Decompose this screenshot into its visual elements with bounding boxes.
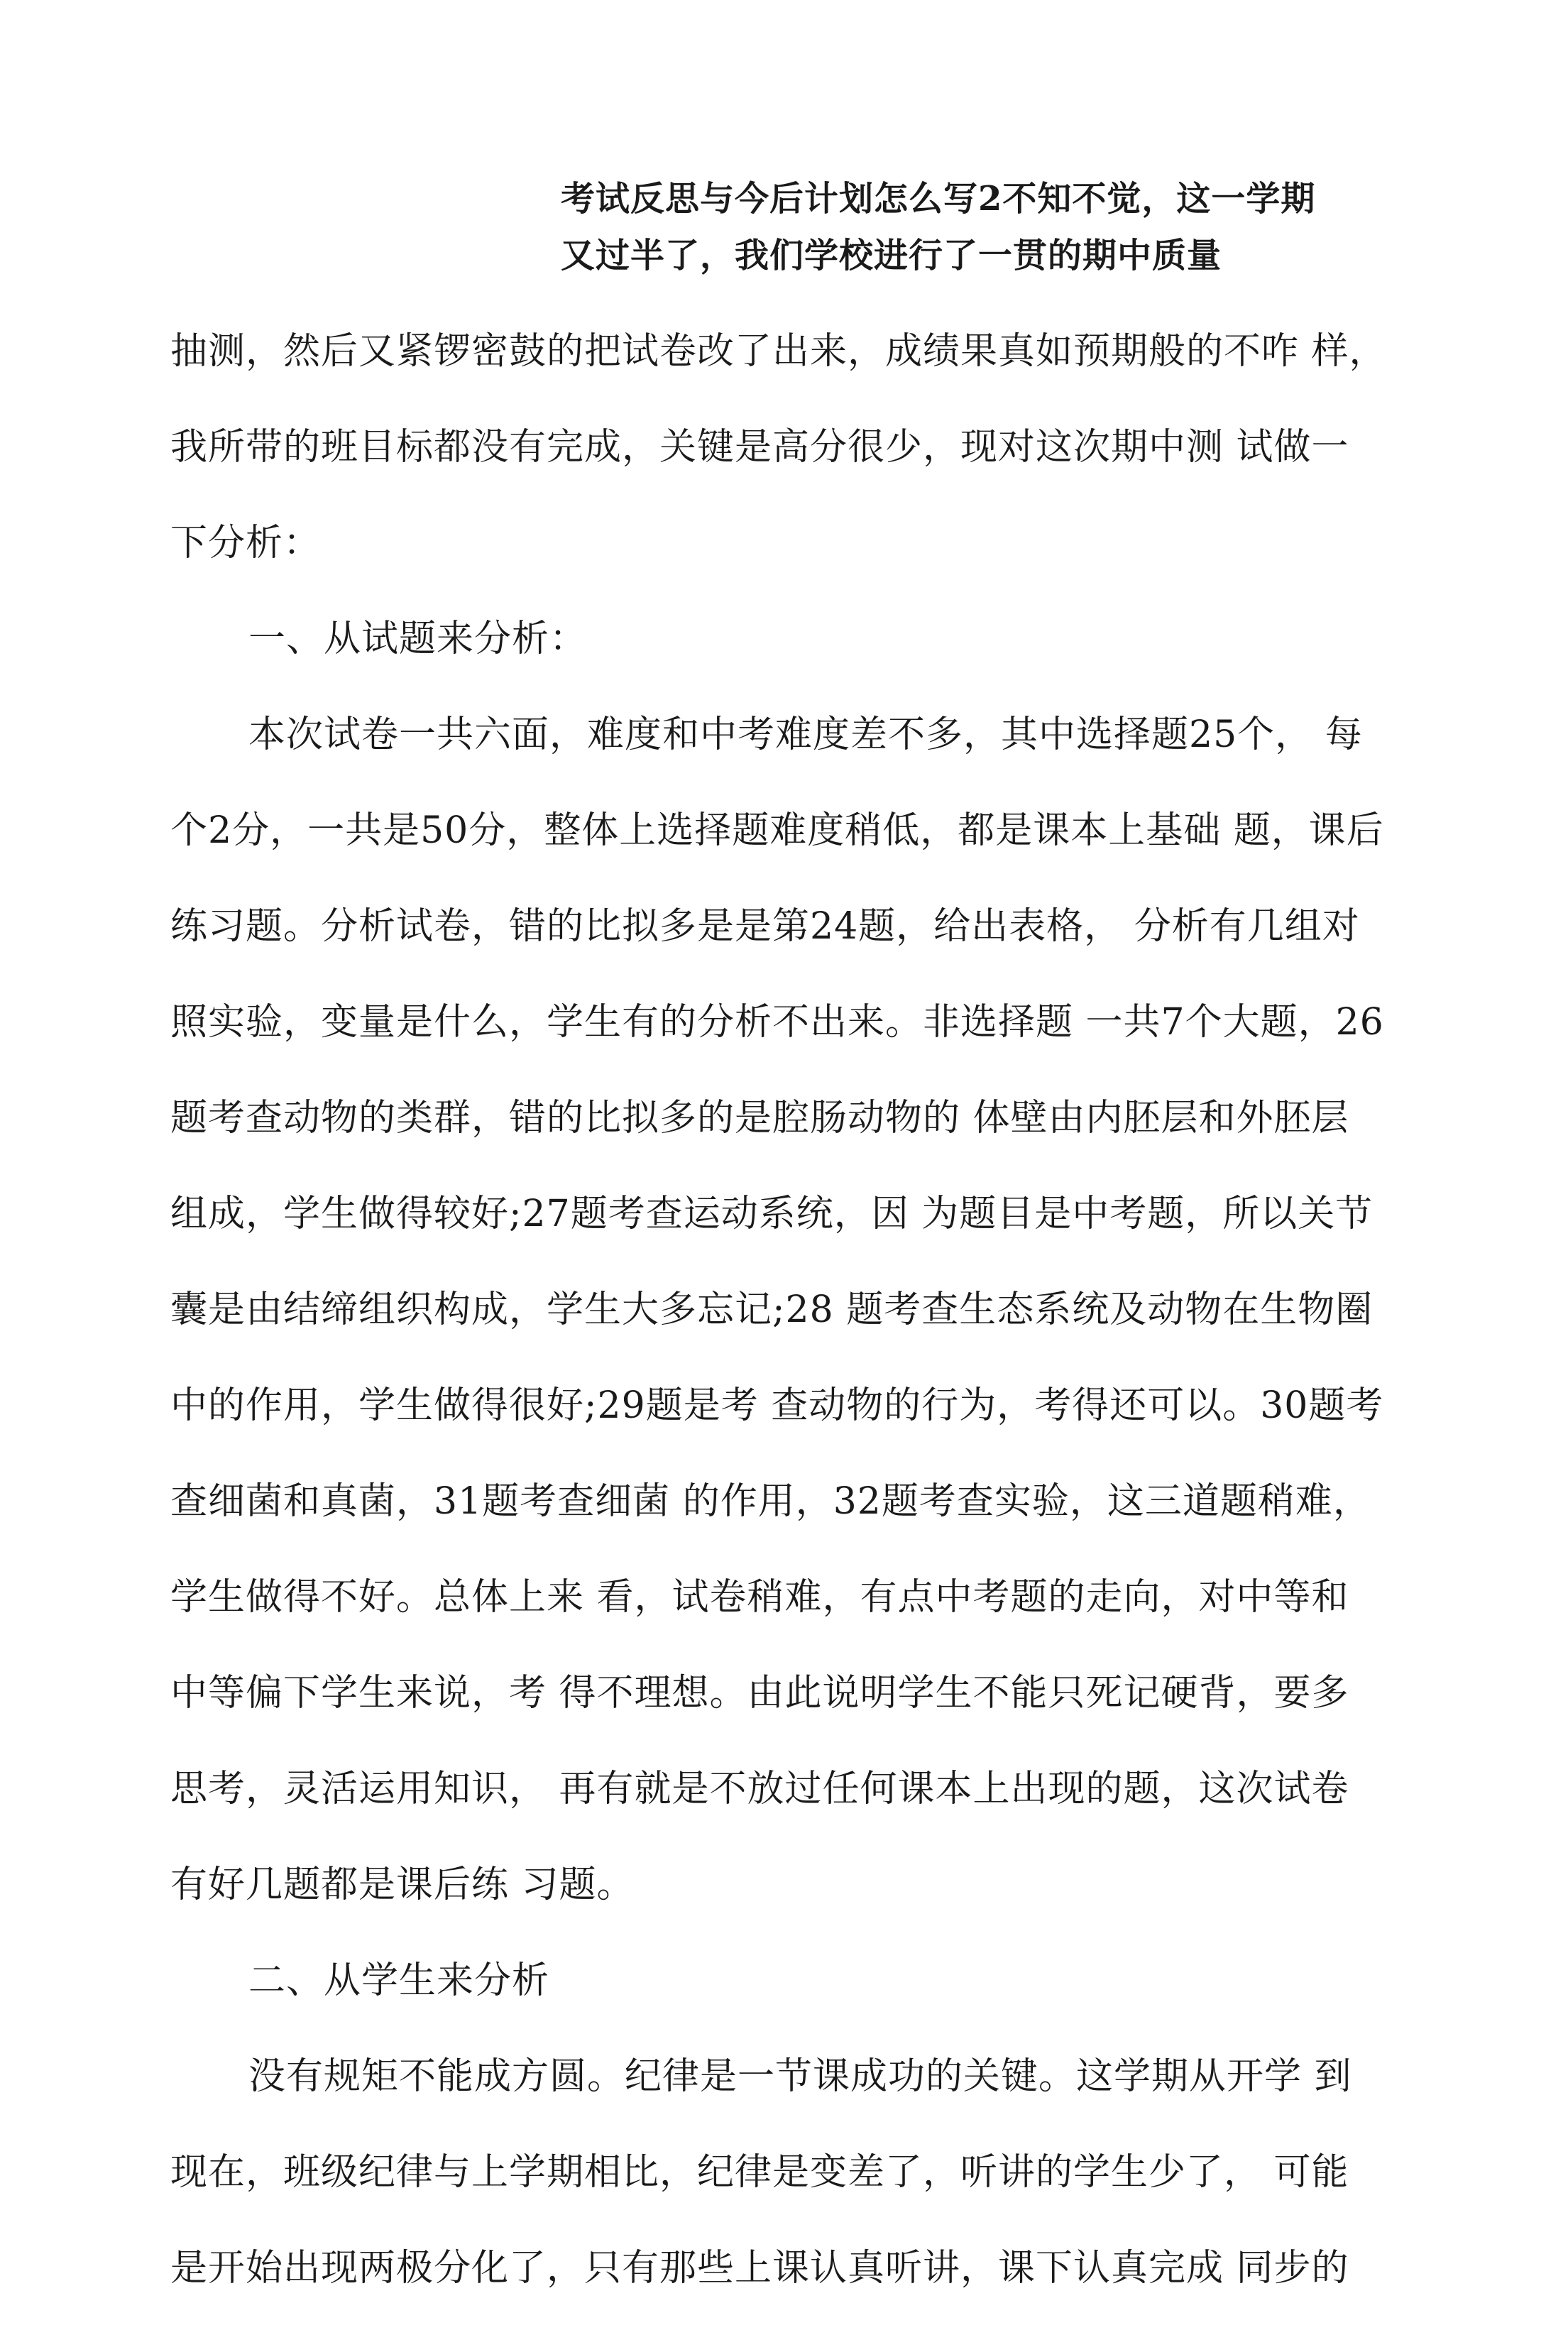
- body-line-6: 个2分，一共是50分，整体上选择题难度稍低，都是课本上基础 题，课后: [170, 809, 1384, 852]
- body-line-9: 题考查动物的类群，错的比拟多的是腔肠动物的 体壁由内胚层和外胚层: [170, 1097, 1349, 1139]
- body-line-7: 练习题。分析试卷，错的比拟多是是第24题，给出表格， 分析有几组对: [170, 905, 1360, 948]
- body-line-3: 下分析：: [170, 522, 322, 564]
- body-line-17: 有好几题都是课后练 习题。: [170, 1864, 635, 1906]
- body-line-8: 照实验，变量是什么，学生有的分析不出来。非选择题 一共7个大题，26: [170, 1001, 1384, 1044]
- body-line-14: 学生做得不好。总体上来 看，试卷稍难，有点中考题的走向，对中等和: [170, 1576, 1349, 1619]
- body-line-21: 是开始出现两极分化了，只有那些上课认真听讲，课下认真完成 同步的: [170, 2247, 1349, 2290]
- body-line-11: 囊是由结缔组织构成，学生大多忘记;28 题考查生态系统及动物在生物圈: [170, 1289, 1374, 1331]
- body-line-12: 中的作用，学生做得很好;29题是考 查动物的行为，考得还可以。30题考: [170, 1384, 1384, 1427]
- body-line-16: 思考，灵活运用知识， 再有就是不放过任何课本上出现的题，这次试卷: [170, 1768, 1349, 1810]
- section-heading-1: 一、从试题来分析：: [248, 618, 588, 660]
- body-line-13: 查细菌和真菌，31题考查细菌 的作用，32题考查实验，这三道题稍难，: [170, 1480, 1371, 1523]
- body-line-10: 组成，学生做得较好;27题考查运动系统，因 为题目是中考题，所以关节: [170, 1193, 1374, 1235]
- section-heading-2: 二、从学生来分析: [248, 1959, 550, 2002]
- document-title: [561, 170, 1434, 284]
- title-line-2: 又过半了，我们学校进行了一贯的期中质量: [561, 236, 1222, 275]
- title-line-1: 考试反思与今后计划怎么写2不知不觉，这一学期: [561, 179, 1316, 219]
- body-line-19: 没有规矩不能成方圆。纪律是一节课成功的关键。这学期从开学 到: [248, 2055, 1352, 2098]
- body-line-1: 抽测，然后又紧锣密鼓的把试卷改了出来，成绩果真如预期般的不咋 样，: [170, 330, 1387, 373]
- body-line-20: 现在，班级纪律与上学期相比，纪律是变差了，听讲的学生少了， 可能: [170, 2151, 1349, 2194]
- body-line-15: 中等偏下学生来说，考 得不理想。由此说明学生不能只死记硬背，要多: [170, 1672, 1349, 1714]
- body-line-5: 本次试卷一共六面，难度和中考难度差不多，其中选择题25个， 每: [248, 713, 1363, 756]
- body-line-2: 我所带的班目标都没有完成，关键是高分很少，现对这次期中测 试做一: [170, 426, 1349, 469]
